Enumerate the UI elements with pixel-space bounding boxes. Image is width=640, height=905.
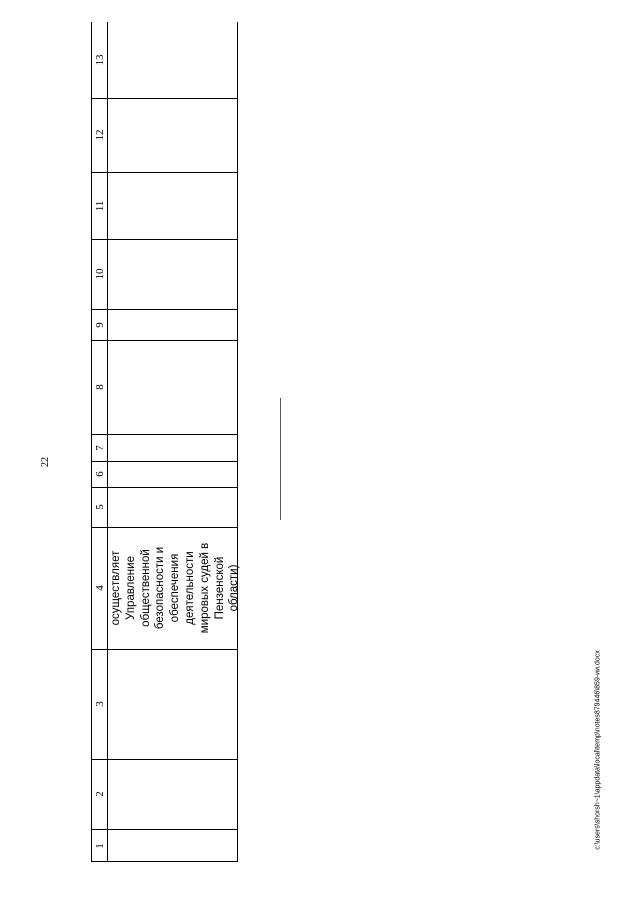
table-cell <box>108 309 237 340</box>
table-cell <box>108 461 237 487</box>
column-number-header: 8 <box>92 340 108 434</box>
column-number-header: 6 <box>92 461 108 487</box>
table-column-8 <box>91 340 238 435</box>
table-column-4 <box>91 527 238 650</box>
table-cell <box>108 830 237 861</box>
table-cell <box>108 759 237 829</box>
column-number-header: 13 <box>92 22 108 98</box>
table-column-12 <box>91 98 238 173</box>
table-cell <box>108 487 237 527</box>
column-number-header: 3 <box>92 649 108 759</box>
column-number-header: 7 <box>92 434 108 461</box>
table-column-5 <box>91 487 238 528</box>
table-cell <box>108 649 237 759</box>
table-column-3 <box>91 649 238 760</box>
data-table <box>91 22 238 861</box>
column-number-header: 12 <box>92 98 108 172</box>
separator-line <box>280 398 281 520</box>
column-number-header: 2 <box>92 759 108 829</box>
column-number-header: 4 <box>92 527 108 649</box>
cell-text: осуществляет Управление общественной безопасности и обеспечения деятельности мировых судей в Пензенской области) <box>109 542 240 634</box>
footer-file-path: c:\users\shorsh~1\appdata\local\temp\notes879446\859-ии.docx <box>594 650 602 850</box>
column-number-header: 9 <box>92 309 108 340</box>
table-column-1 <box>91 829 238 862</box>
table-cell <box>108 22 237 98</box>
table-column-10 <box>91 239 238 310</box>
table-cell <box>108 340 237 434</box>
table-cell <box>108 98 237 172</box>
table-cell <box>108 434 237 461</box>
column-number-header: 10 <box>92 239 108 309</box>
column-number-header: 5 <box>92 487 108 527</box>
table-column-9 <box>91 309 238 341</box>
table-column-2 <box>91 759 238 830</box>
column-number-header: 1 <box>92 830 108 861</box>
table-cell <box>108 239 237 309</box>
table-column-13 <box>91 22 238 99</box>
column-number-header: 11 <box>92 172 108 239</box>
page-number: 22 <box>40 457 51 467</box>
table-column-11 <box>91 172 238 240</box>
table-cell <box>108 172 237 239</box>
table-column-7 <box>91 434 238 462</box>
table-column-6 <box>91 461 238 488</box>
table-cell <box>108 527 240 649</box>
